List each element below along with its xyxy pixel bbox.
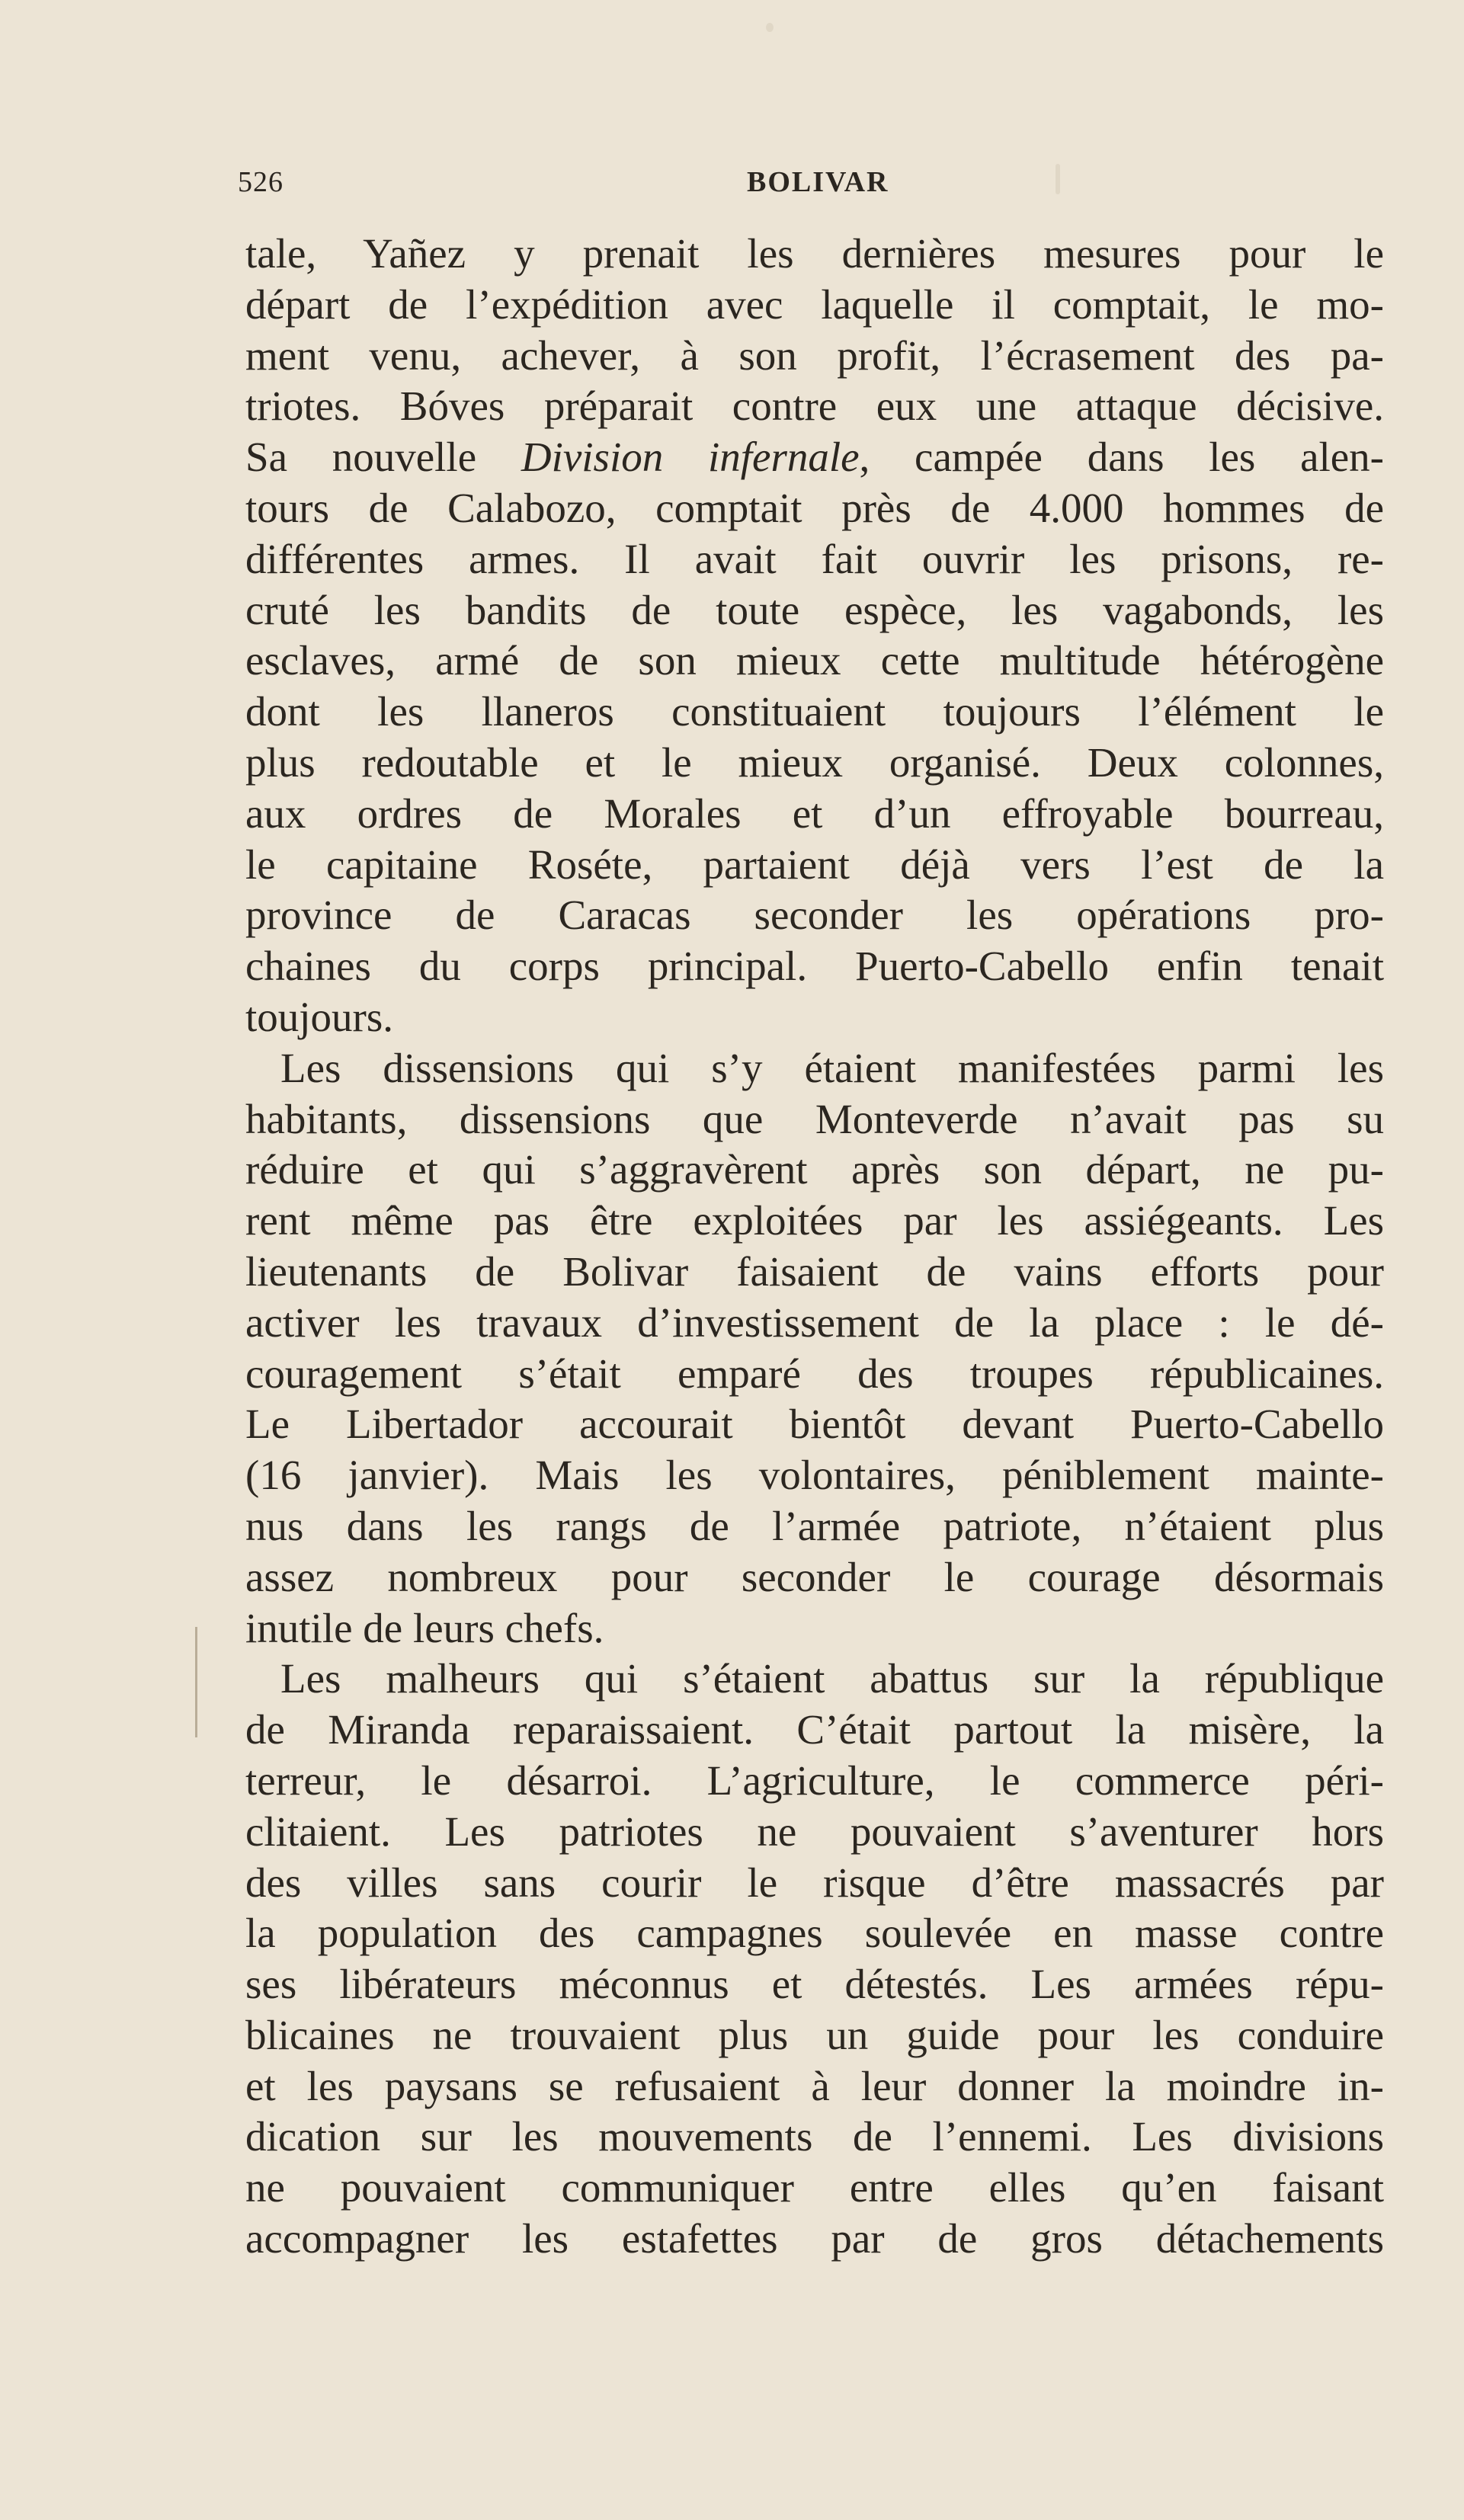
text-line: ne pouvaient communiquer entre elles qu’en faisant: [245, 2164, 1384, 2211]
text-line: couragement s’était emparé des troupes républicaines.: [245, 1350, 1384, 1397]
italic-term: Division infernale: [521, 434, 860, 481]
text-line: de Miranda reparaissaient. C’était partout la misère, la: [245, 1706, 1384, 1753]
paper-stain: [766, 23, 774, 32]
text-line: réduire et qui s’aggravèrent après son départ, ne pu-: [245, 1146, 1384, 1193]
text-line: habitants, dissensions que Monteverde n’avait pas su: [245, 1095, 1384, 1142]
text-line: Le Libertador accourait bientôt devant Puerto-Cabello: [245, 1401, 1384, 1448]
text-line: plus redoutable et le mieux organisé. Deux colonnes,: [245, 738, 1384, 786]
paragraph-last-line: inutile de leurs chefs.: [245, 1604, 604, 1651]
text-line: le capitaine Roséte, partaient déjà vers l’est de la: [245, 841, 1384, 888]
page-header: [238, 165, 1381, 203]
text-line: différentes armes. Il avait fait ouvrir les prisons, re-: [245, 535, 1384, 582]
text-line: et les paysans se refusaient à leur donner la moindre in-: [245, 2062, 1384, 2109]
paragraph-first-line: Les malheurs qui s’étaient abattus sur la république: [280, 1655, 1384, 1702]
text-line: blicaines ne trouvaient plus un guide pour les conduire: [245, 2011, 1384, 2058]
text-line: la population des campagnes soulevée en masse contre: [245, 1910, 1384, 1957]
text-line: rent même pas être exploitées par les assiégeants. Les: [245, 1197, 1384, 1244]
text-line: des villes sans courir le risque d’être massacrés par: [245, 1859, 1384, 1906]
text-line: chaines du corps principal. Puerto-Cabello enfin tenait: [245, 943, 1384, 990]
paragraph-last-line: toujours.: [245, 993, 394, 1040]
text-line: cruté les bandits de toute espèce, les vagabonds, les: [245, 586, 1384, 633]
text-line: tale, Yañez y prenait les dernières mesures pour le: [245, 230, 1384, 277]
text-line: tours de Calabozo, comptait près de 4.000 hommes de: [245, 484, 1384, 531]
text-fragment: Sa nouvelle: [245, 434, 521, 481]
text-line: triotes. Bóves préparait contre eux une attaque décisive.: [245, 383, 1384, 430]
running-head: BOLIVAR: [747, 166, 889, 198]
text-line: départ de l’expédition avec laquelle il comptait, le mo-: [245, 280, 1384, 328]
text-line: assez nombreux pour seconder le courage désormais: [245, 1553, 1384, 1600]
text-line: (16 janvier). Mais les volontaires, péniblement mainte-: [245, 1452, 1384, 1499]
text-line: accompagner les estafettes par de gros détachements: [245, 2215, 1384, 2262]
text-line: ses libérateurs méconnus et détestés. Les armées répu-: [245, 1961, 1384, 2008]
text-line: lieutenants de Bolivar faisaient de vains efforts pour: [245, 1247, 1384, 1295]
paragraph-first-line: Les dissensions qui s’y étaient manifestées parmi les: [280, 1044, 1384, 1091]
text-line: nus dans les rangs de l’armée patriote, n’étaient plus: [245, 1502, 1384, 1549]
text-line: esclaves, armé de son mieux cette multitude hétérogène: [245, 637, 1384, 684]
text-fragment: , campée dans les alen-: [859, 434, 1384, 481]
text-line: activer les travaux d’investissement de la place : le dé-: [245, 1298, 1384, 1346]
body-text: [245, 229, 1384, 2265]
text-line: province de Caracas seconder les opérations pro-: [245, 892, 1384, 939]
page-number: 526: [238, 166, 284, 198]
text-line: dication sur les mouvements de l’ennemi. Les divisions: [245, 2113, 1384, 2160]
text-line: aux ordres de Morales et d’un effroyable bourreau,: [245, 789, 1384, 837]
text-line: ment venu, achever, à son profit, l’écrasement des pa-: [245, 331, 1384, 379]
text-line-with-italic: [245, 432, 1384, 483]
text-line: dont les llaneros constituaient toujours l’élément le: [245, 688, 1384, 735]
text-line: clitaient. Les patriotes ne pouvaient s’aventurer hors: [245, 1808, 1384, 1855]
margin-pencil-mark: [195, 1627, 197, 1737]
text-line: terreur, le désarroi. L’agriculture, le commerce péri-: [245, 1756, 1384, 1804]
